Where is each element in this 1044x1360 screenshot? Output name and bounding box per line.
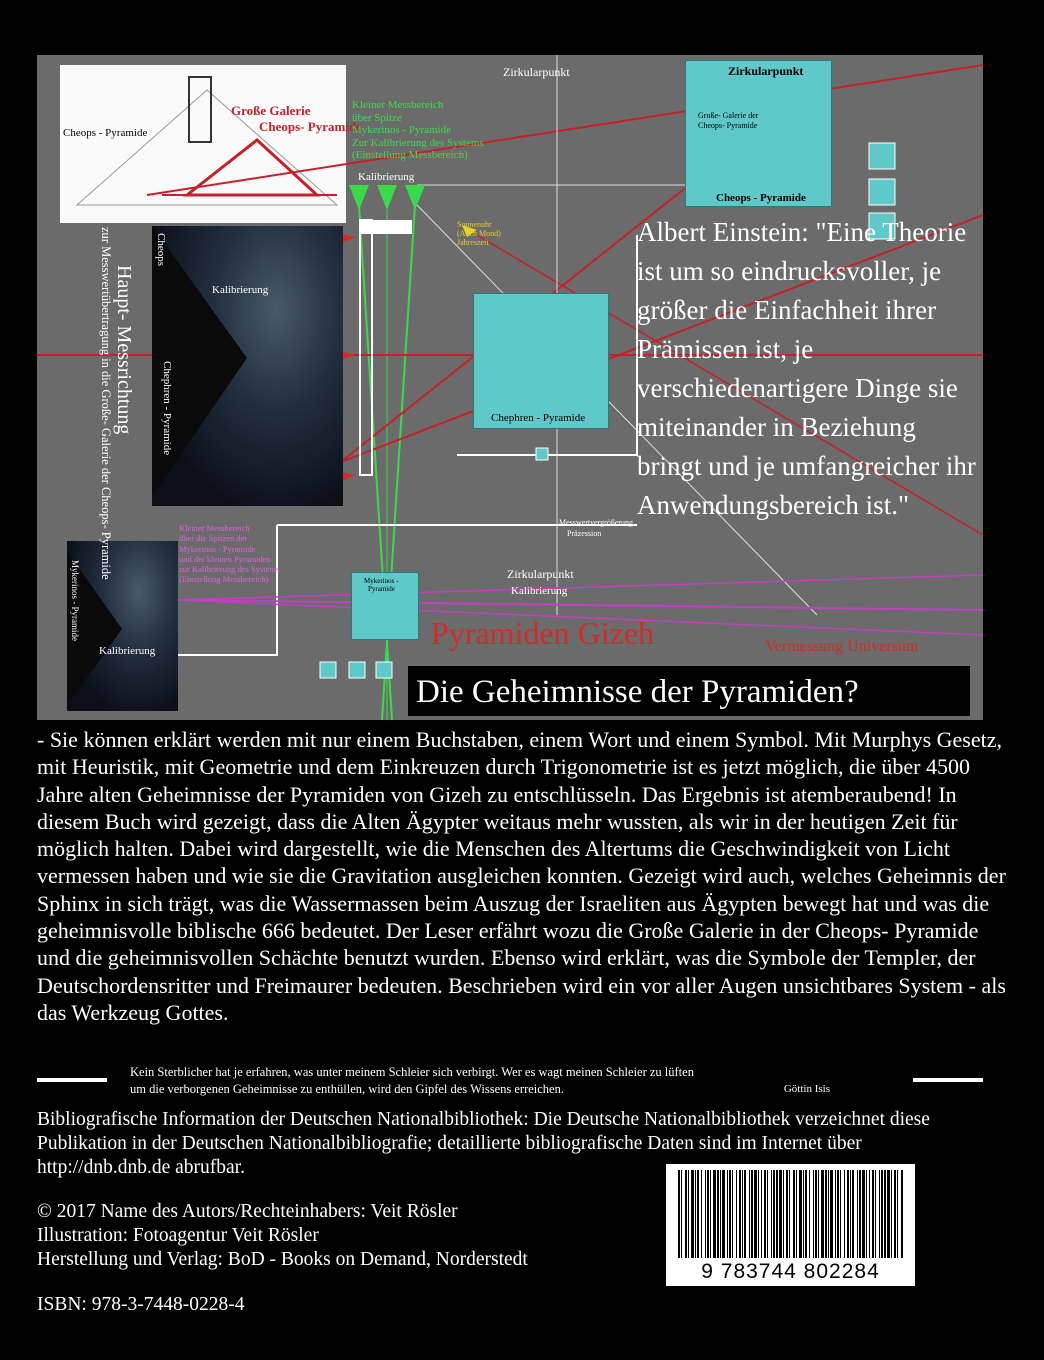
kalibrierung-label: Kalibrierung — [358, 171, 415, 183]
green-note-2: über Spitze — [352, 111, 402, 124]
isis-line-1: Kein Sterblicher hat je erfahren, was unter meinem Schleier sich verbirgt. Wer es wagt meinen Schleier zu lüften — [130, 1065, 694, 1079]
barcode-bar — [695, 1170, 696, 1258]
barcode-bar — [803, 1170, 804, 1258]
barcode-bar — [789, 1170, 790, 1258]
barcode-bar — [767, 1170, 768, 1258]
barcode-bar — [761, 1170, 762, 1258]
barcode-bar — [771, 1170, 772, 1258]
barcode-bars — [666, 1166, 915, 1261]
chephren-box-label: Chephren - Pyramide — [491, 412, 586, 424]
barcode-bar — [751, 1170, 753, 1258]
einstein-quote: Albert Einstein: "Eine Theorie ist um so eindrucksvoller, je größer die Einfachheit ihrer Prämissen ist, je verschiedenartigere Dinge sie miteinander in Beziehung bringt und je umfangreicher ihr Anwendungsbereich ist." — [637, 217, 976, 520]
green-note-1: Kleiner Messbereich — [352, 99, 444, 111]
sonnenuhr-3: Jahreszeit — [457, 238, 489, 247]
barcode-bar — [691, 1170, 694, 1258]
kalibrierung-bottom: Kalibrierung — [511, 585, 568, 597]
barcode-bar — [891, 1170, 892, 1258]
pink-note-3: Mykerinos - Pyramide — [179, 543, 256, 554]
barcode-bar — [713, 1170, 716, 1258]
isis-quote — [130, 1064, 920, 1098]
cheops-chephren-photo — [152, 226, 343, 506]
sonnenuhr-note — [457, 220, 501, 247]
copyright: © 2017 Name des Autors/Rechteinhabers: Veit Rösler — [37, 1201, 458, 1222]
barcode-bar — [879, 1170, 880, 1258]
cheops-pyramide-label: Cheops - Pyramide — [63, 127, 148, 139]
barcode-bar — [681, 1170, 682, 1258]
barcode-bar — [884, 1170, 886, 1258]
description: - Sie können erklärt werden mit nur einem Buchstaben, einem Wort und einem Symbol. Mit Murphys Gesetz, mit Heuristik, mit Geometrie und dem Einkreuzen durch Trigonometrie ist es jetzt möglich, die über 4500 Jahre alten Geheimnisse der Pyramiden von Gizeh zu entschlüsseln. Das Ergebnis ist atemberaubend! In diesem Buch wird gezeigt, dass die Alten Ägypter weitaus mehr wussten, als wir in der heutigen Zeit für möglich halten. Dabei wird dargestellt, wie die Menschen des Altertums die Geschwindigkeit von Licht vermessen haben und wie sie die Gravitation ausgleichen konnten. Gezeigt wird auch, welches Geheimnis der Sphinx in sich trägt, was die Wassermassen beim Auszug der Israeliten aus Ägypten bewegt hat und was die geheimnisvolle biblische 666 bedeutet. Der Leser erfährt wozu die Große Galerie in der Cheops- Pyramide und die geheimnisvollen Schächte benutzt wurden. Ebenso wird erklärt, was die Symbole der Templer, der Deutschordensritter und Freimaurer bedeuten. Beschrieben wird ein vor aller Augen unsichtbares System - als das Werkzeug Gottes. — [37, 727, 1006, 1025]
illustration-credit: Illustration: Fotoagentur Veit Rösler — [37, 1225, 319, 1246]
sonnenuhr-1: Sonnenuhr — [457, 220, 492, 229]
chephren-box — [473, 293, 609, 429]
pink-note-5: zur Kalibrierung des Systems — [179, 564, 280, 575]
pink-note-6: (Einstellung Messbereich) — [179, 574, 269, 585]
vermessung-universum: Vermessung Universum — [765, 638, 919, 655]
divider-left — [37, 1078, 107, 1082]
grosse-galerie-label: Große Galerie — [231, 103, 311, 118]
mykerinos-label-1: Mykerinos - — [364, 577, 399, 585]
barcode-bar — [894, 1170, 896, 1258]
barcode-bar — [783, 1170, 784, 1258]
barcode-bar — [852, 1170, 854, 1258]
barcode-bar — [840, 1170, 841, 1258]
barcode-bar — [847, 1170, 849, 1258]
barcode-bar — [773, 1170, 775, 1258]
book-title: Die Geheimnisse der Pyramiden? — [416, 674, 859, 710]
green-arrow-2 — [377, 185, 397, 210]
barcode-bar — [779, 1170, 782, 1258]
barcode-bar — [732, 1170, 733, 1258]
gallery-small-2: Cheops- Pyramide — [698, 121, 758, 130]
barcode-bar — [830, 1170, 833, 1258]
barcode-bar — [881, 1170, 883, 1258]
barcode-bar — [818, 1170, 819, 1258]
publisher: Herstellung und Verlag: BoD - Books on Demand, Norderstedt — [37, 1249, 528, 1270]
barcode-bar — [844, 1170, 845, 1258]
barcode-bar — [717, 1170, 719, 1258]
isbn: ISBN: 978-3-7448-0228-4 — [37, 1294, 245, 1315]
barcode-bar — [742, 1170, 743, 1258]
cheops-red-label: Cheops- Pyramide — [259, 119, 362, 134]
mykerinos-vertical-label: Mykerinos - Pyramide — [70, 560, 80, 641]
barcode-bar — [813, 1170, 814, 1258]
barcode-bar — [727, 1170, 728, 1258]
pyramid-silhouette — [152, 226, 343, 506]
barcode-bar — [857, 1170, 858, 1258]
barcode-bar — [897, 1170, 898, 1258]
pink-note-4: und der kleinen Pyramiden — [179, 553, 271, 564]
barcode-bar — [710, 1170, 711, 1258]
barcode-bar — [869, 1170, 870, 1258]
zirkularpunkt-top: Zirkularpunkt — [503, 65, 570, 79]
kalibrierung-photo-label: Kalibrierung — [212, 284, 269, 296]
green-arrow-1 — [349, 185, 369, 210]
cheops-box-label: Cheops - Pyramide — [716, 192, 806, 204]
barcode-bar — [835, 1170, 836, 1258]
barcode-bar — [799, 1170, 802, 1258]
barcode-bar — [720, 1170, 721, 1258]
sonnenuhr-2: (Auch Mond) — [457, 229, 501, 238]
mykerinos-box — [351, 572, 419, 640]
barcode-bar — [825, 1170, 827, 1258]
green-arrow-3 — [405, 185, 425, 210]
barcode-bar — [736, 1170, 737, 1258]
barcode-bar — [776, 1170, 778, 1258]
barcode-bar — [872, 1170, 874, 1258]
haupt-messrichtung: Haupt- Messrichtung — [113, 265, 135, 435]
barcode-number: 9 783744 802284 — [701, 1260, 880, 1283]
kalibrierung-myk: Kalibrierung — [99, 645, 156, 657]
barcode-bar — [754, 1170, 757, 1258]
pyramiden-gizeh: Pyramiden Gizeh — [431, 615, 655, 651]
barcode-bar — [729, 1170, 731, 1258]
barcode-bar — [793, 1170, 795, 1258]
barcode-bar — [815, 1170, 817, 1258]
barcode-bar — [678, 1170, 680, 1258]
pink-note — [179, 523, 279, 585]
barcode-bar — [697, 1170, 699, 1258]
barcode — [666, 1164, 915, 1286]
cheops-photo-label: Cheops — [155, 233, 167, 266]
barcode-bar — [821, 1170, 824, 1258]
barcode-bar — [764, 1170, 766, 1258]
barcode-bar — [749, 1170, 750, 1258]
barcode-bar — [739, 1170, 741, 1258]
green-note-4: Zur Kalibrierung des Systems — [352, 136, 484, 149]
barcode-bar — [722, 1170, 725, 1258]
haupt-sub: zur Messwertübertragung in die Große- Galerie der Cheops- Pyramide — [99, 227, 113, 580]
messwert-note — [559, 517, 633, 539]
barcode-bar — [688, 1170, 689, 1258]
barcode-bar — [809, 1170, 810, 1258]
credits — [37, 1200, 677, 1272]
barcode-bar — [701, 1170, 702, 1258]
barcode-bar — [837, 1170, 839, 1258]
barcode-bar — [901, 1170, 903, 1258]
barcode-bar — [707, 1170, 709, 1258]
gallery-small-1: Große- Galerie der — [698, 111, 759, 120]
barcode-bar — [805, 1170, 807, 1258]
divider-right — [913, 1078, 983, 1082]
barcode-bar — [862, 1170, 865, 1258]
pink-note-1: Kleiner Messbereich — [179, 523, 250, 533]
chephren-vertical-label: Chephren - Pyramide — [161, 361, 173, 456]
barcode-bar — [786, 1170, 788, 1258]
green-note — [352, 99, 484, 162]
messwert-2: Präzession — [567, 529, 602, 538]
messwert-1: Messwertvergrößerung — [559, 518, 634, 527]
barcode-bar — [866, 1170, 867, 1258]
barcode-bar — [685, 1170, 687, 1258]
barcode-bar — [859, 1170, 861, 1258]
gallery-inset — [60, 65, 346, 223]
bibliographic-info: Bibliografische Information der Deutschen Nationalbibliothek: Die Deutsche Nationalbibliothek verzeichnet diese Publikation in der Deutschen Nationalbibliografie; detaillierte bibliografische Daten sind im Internet über http://dnb.dnb.de abrufbar. — [37, 1109, 930, 1178]
pink-note-2: über die Spitzen der — [179, 533, 248, 544]
barcode-bar — [796, 1170, 797, 1258]
cheops-box — [685, 60, 832, 207]
green-note-3: Mykerinos - Pyramide — [352, 124, 451, 136]
green-note-5: (Einstellung Messbereich) — [352, 149, 468, 161]
isis-line-2 — [130, 1081, 920, 1098]
zirkularpunkt-box-label: Zirkularpunkt — [728, 64, 804, 78]
mykerinos-label-2: Pyramide — [368, 585, 395, 593]
mykerinos-silhouette — [67, 541, 178, 711]
barcode-bar — [705, 1170, 706, 1258]
mykerinos-photo — [67, 541, 178, 711]
zirkularpunkt-bottom: Zirkularpunkt — [507, 567, 574, 581]
barcode-bar — [758, 1170, 759, 1258]
barcode-bar — [850, 1170, 851, 1258]
barcode-bar — [887, 1170, 890, 1258]
barcode-bar — [828, 1170, 829, 1258]
barcode-bar — [744, 1170, 746, 1258]
isis-line-2-text: um die verborgenen Geheimnisse zu enthüllen, wird den Gipfel des Wissens erreichen. — [130, 1082, 564, 1096]
isis-author: Göttin Isis — [783, 1083, 830, 1095]
barcode-bar — [875, 1170, 876, 1258]
